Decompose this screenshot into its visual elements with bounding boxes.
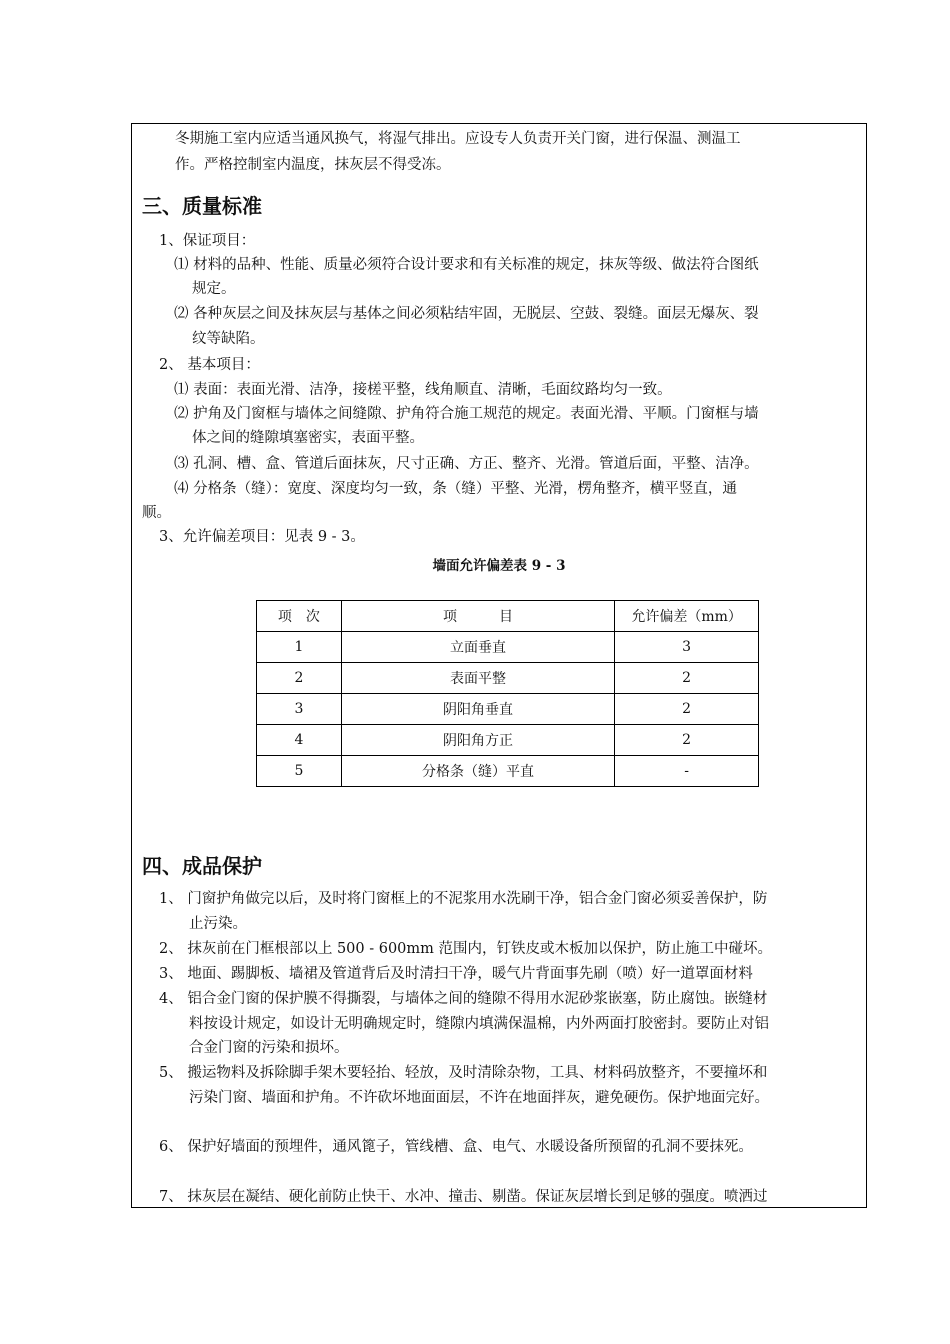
table-cell: 2: [615, 725, 759, 756]
table-cell: 1: [257, 632, 342, 663]
protection-line: 6、 保护好墙面的预埋件，通风篦子，管线槽、盒、电气、水暖设备所预留的孔洞不要抹死。: [159, 1139, 753, 1155]
table-cell: 3: [615, 632, 759, 663]
table-cell: 2: [257, 663, 342, 694]
protection-line: 4、 铝合金门窗的保护膜不得撕裂，与墙体之间的缝隙不得用水泥砂浆嵌塞，防止腐蚀。嵌缝材: [159, 991, 768, 1007]
protection-line: 2、 抹灰前在门框根部以上 500 - 600mm 范围内，钉铁皮或木板加以保护，防止施工中碰坏。: [159, 941, 773, 957]
table-cell: 3: [257, 694, 342, 725]
table-cell: 5: [257, 756, 342, 787]
section-heading-protection: 四、成品保护: [142, 854, 262, 878]
table-cell: 阴阳角方正: [341, 725, 614, 756]
protection-line: 7、 抹灰层在凝结、硬化前防止快干、水冲、撞击、剔凿。保证灰层增长到足够的强度。喷洒过: [159, 1189, 768, 1205]
document-frame: [131, 123, 867, 1208]
protection-line: 3、 地面、踢脚板、墙裙及管道背后及时清扫干净，暖气片背面事先刷（喷）好一道罩面材料: [159, 966, 753, 982]
quality-line: 1、保证项目：: [159, 233, 256, 249]
table-header-row: [257, 601, 759, 632]
quality-line: ⑴ 表面：表面光滑、洁净，接槎平整，线角顺直、清晰，毛面纹路均匀一致。: [174, 382, 672, 398]
protection-line: 合金门窗的污染和损坏。: [189, 1040, 349, 1056]
quality-line: ⑵ 各种灰层之间及抹灰层与基体之间必须粘结牢固，无脱层、空鼓、裂缝。面层无爆灰、裂: [174, 306, 759, 322]
intro-line-1: 冬期施工室内应适当通风换气，将湿气排出。应设专人负责开关门窗，进行保温、测温工: [175, 131, 741, 147]
table-header-cell: 项 目: [341, 601, 614, 632]
tolerance-table: [256, 600, 759, 787]
quality-line: 3、允许偏差项目：见表 9 - 3。: [159, 529, 365, 545]
table-cell: 4: [257, 725, 342, 756]
protection-line: 1、 门窗护角做完以后，及时将门窗框上的不泥浆用水洗刷干净，铝合金门窗必须妥善保护，防: [159, 891, 768, 907]
protection-line: 5、 搬运物料及拆除脚手架木要轻抬、轻放，及时清除杂物，工具、材料码放整齐，不要撞坏和: [159, 1065, 768, 1081]
table-row: [257, 694, 759, 725]
quality-line: 2、 基本项目：: [159, 357, 260, 373]
table-row: [257, 756, 759, 787]
table-cell: 2: [615, 663, 759, 694]
table-cell: -: [615, 756, 759, 787]
quality-line: ⑴ 材料的品种、性能、质量必须符合设计要求和有关标准的规定，抹灰等级、做法符合图纸: [174, 257, 759, 273]
protection-line: 污染门窗、墙面和护角。不许砍坏地面面层，不许在地面拌灰，避免硬伤。保护地面完好。: [189, 1090, 769, 1106]
table-cell: 立面垂直: [341, 632, 614, 663]
quality-line: 规定。: [192, 281, 236, 297]
table-cell: 表面平整: [341, 663, 614, 694]
table-caption: 墙面允许偏差表 9 - 3: [432, 558, 566, 574]
table-cell: 2: [615, 694, 759, 725]
table-cell: 阴阳角垂直: [341, 694, 614, 725]
protection-line: 料按设计规定，如设计无明确规定时，缝隙内填满保温棉，内外两面打胶密封。要防止对铝: [189, 1016, 769, 1032]
quality-line: ⑵ 护角及门窗框与墙体之间缝隙、护角符合施工规范的规定。表面光滑、平顺。门窗框与墙: [174, 406, 759, 422]
quality-line: ⑶ 孔洞、槽、盒、管道后面抹灰，尺寸正确、方正、整齐、光滑。管道后面，平整、洁净。: [174, 456, 759, 472]
table-header-cell: 项 次: [257, 601, 342, 632]
table-row: [257, 632, 759, 663]
table-header-cell: 允许偏差（mm）: [615, 601, 759, 632]
quality-line: 纹等缺陷。: [192, 331, 265, 347]
intro-line-2: 作。严格控制室内温度，抹灰层不得受冻。: [175, 157, 451, 173]
quality-line: 体之间的缝隙填塞密实，表面平整。: [192, 430, 424, 446]
table-row: [257, 663, 759, 694]
protection-line: 止污染。: [189, 916, 247, 932]
quality-line: ⑷ 分格条（缝）：宽度、深度均匀一致，条（缝）平整、光滑，楞角整齐，横平竖直，通: [174, 481, 737, 497]
table-cell: 分格条（缝）平直: [341, 756, 614, 787]
table-row: [257, 725, 759, 756]
section-heading-quality: 三、质量标准: [142, 194, 262, 218]
quality-line: 顺。: [142, 505, 171, 521]
